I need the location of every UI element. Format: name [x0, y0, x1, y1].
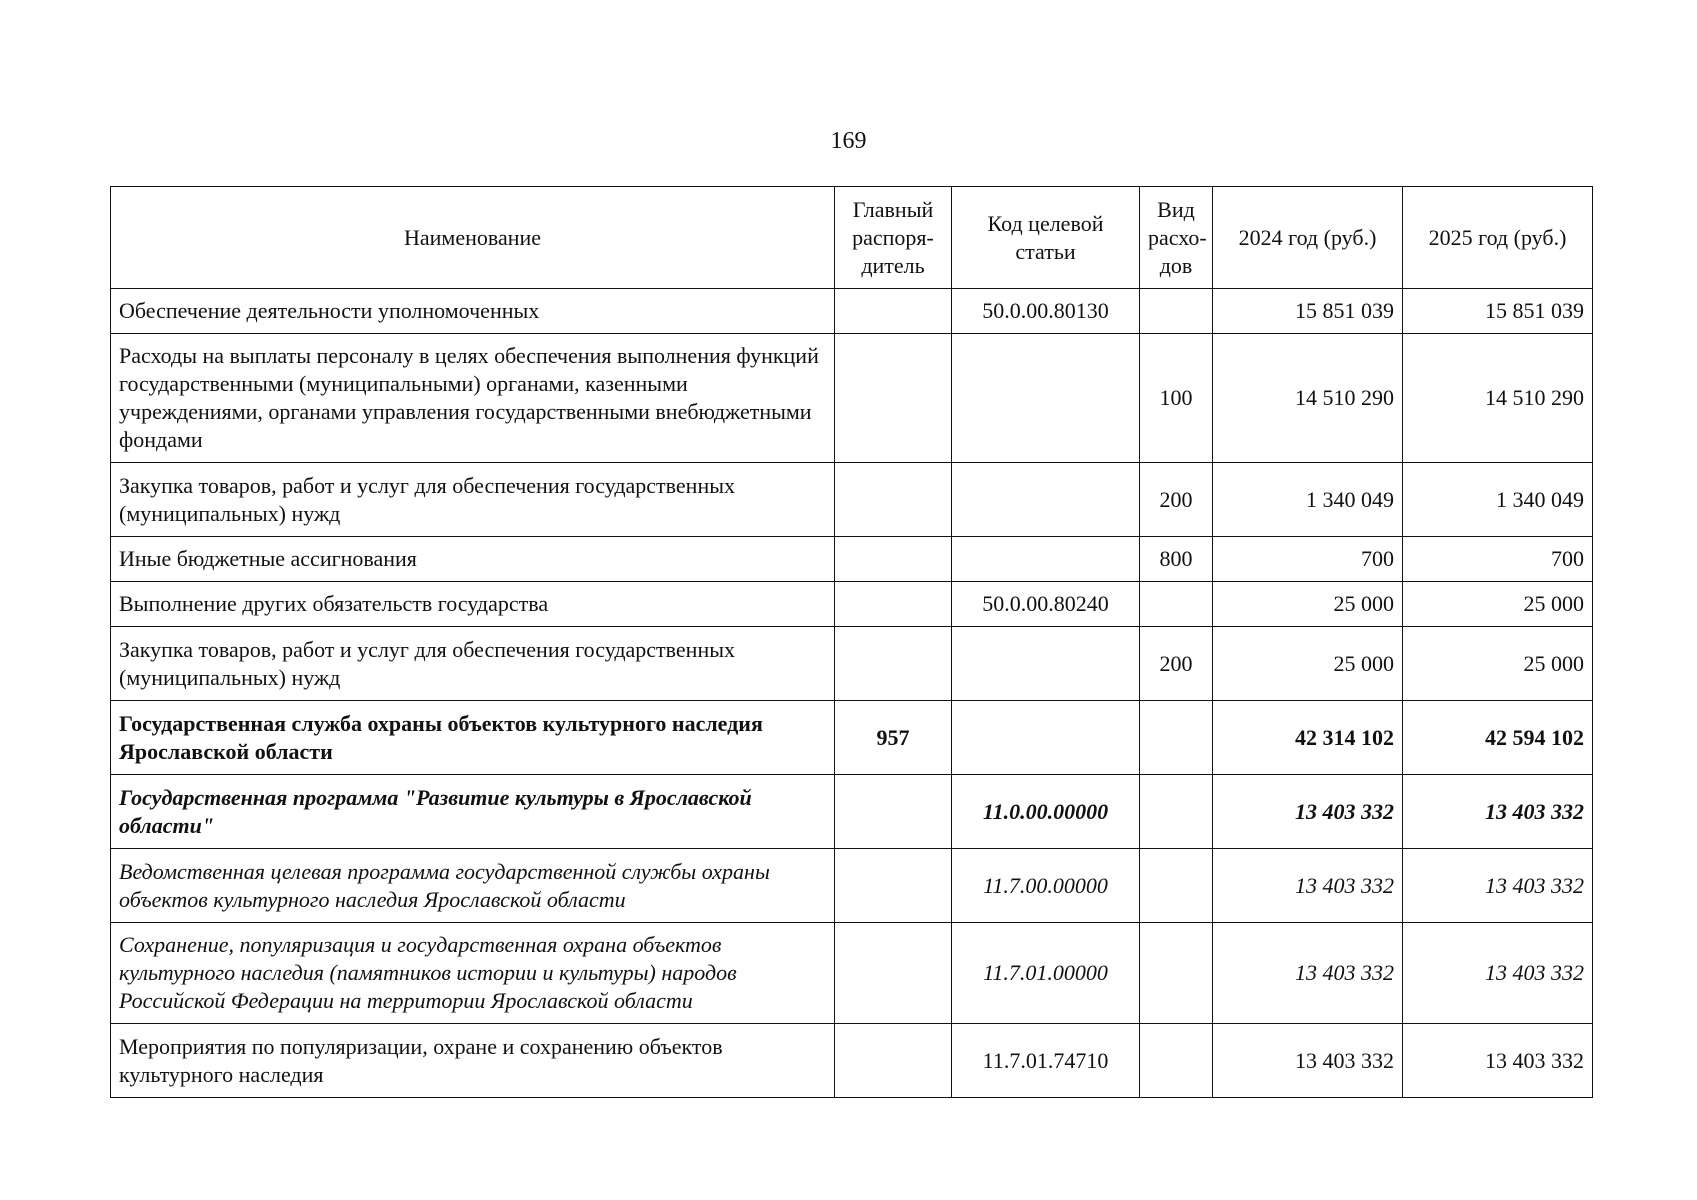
row-amount-2024: 1 340 049 — [1213, 463, 1403, 537]
row-target-code — [952, 463, 1140, 537]
row-main-manager: 957 — [835, 701, 952, 775]
row-target-code: 50.0.00.80130 — [952, 289, 1140, 334]
row-name: Сохранение, популяризация и государственная охрана объектов культурного наследия (памятников истории и культуры) народов Российской Федерации на территории Ярославской области — [111, 923, 835, 1024]
table-row — [111, 627, 1593, 701]
row-main-manager — [835, 463, 952, 537]
row-expense-type — [1140, 582, 1213, 627]
row-name: Расходы на выплаты персоналу в целях обеспечения выполнения функций государственными (муниципальными) органами, казенными учреждениями, органами управления государственными внебюджетными фондами — [111, 334, 835, 463]
budget-table — [110, 186, 1593, 1098]
row-amount-2024: 700 — [1213, 537, 1403, 582]
row-amount-2025: 25 000 — [1403, 582, 1593, 627]
row-target-code — [952, 701, 1140, 775]
table-row — [111, 849, 1593, 923]
row-amount-2025: 14 510 290 — [1403, 334, 1593, 463]
row-main-manager — [835, 849, 952, 923]
row-name: Закупка товаров, работ и услуг для обеспечения государственных (муниципальных) нужд — [111, 463, 835, 537]
row-name: Закупка товаров, работ и услуг для обеспечения государственных (муниципальных) нужд — [111, 627, 835, 701]
row-expense-type: 200 — [1140, 627, 1213, 701]
row-amount-2024: 14 510 290 — [1213, 334, 1403, 463]
header-main-manager: Главный распоря-дитель — [835, 187, 952, 289]
row-amount-2025: 13 403 332 — [1403, 923, 1593, 1024]
row-amount-2025: 13 403 332 — [1403, 1024, 1593, 1098]
row-amount-2024: 42 314 102 — [1213, 701, 1403, 775]
row-amount-2025: 13 403 332 — [1403, 775, 1593, 849]
row-expense-type — [1140, 775, 1213, 849]
row-target-code: 11.7.01.74710 — [952, 1024, 1140, 1098]
row-amount-2025: 700 — [1403, 537, 1593, 582]
header-2025: 2025 год (руб.) — [1403, 187, 1593, 289]
table-header-row — [111, 187, 1593, 289]
table-row — [111, 775, 1593, 849]
row-expense-type — [1140, 289, 1213, 334]
row-amount-2025: 25 000 — [1403, 627, 1593, 701]
row-target-code: 11.7.01.00000 — [952, 923, 1140, 1024]
row-expense-type — [1140, 923, 1213, 1024]
row-amount-2025: 13 403 332 — [1403, 849, 1593, 923]
row-expense-type: 100 — [1140, 334, 1213, 463]
row-target-code: 50.0.00.80240 — [952, 582, 1140, 627]
row-amount-2024: 25 000 — [1213, 582, 1403, 627]
header-target-code: Код целевой статьи — [952, 187, 1140, 289]
row-target-code — [952, 537, 1140, 582]
row-amount-2025: 42 594 102 — [1403, 701, 1593, 775]
row-amount-2025: 15 851 039 — [1403, 289, 1593, 334]
row-target-code — [952, 334, 1140, 463]
table-row — [111, 701, 1593, 775]
row-expense-type: 800 — [1140, 537, 1213, 582]
row-target-code: 11.0.00.00000 — [952, 775, 1140, 849]
row-name: Государственная служба охраны объектов культурного наследия Ярославской области — [111, 701, 835, 775]
row-expense-type — [1140, 849, 1213, 923]
row-name: Выполнение других обязательств государства — [111, 582, 835, 627]
table-row — [111, 537, 1593, 582]
row-amount-2024: 15 851 039 — [1213, 289, 1403, 334]
row-name: Государственная программа "Развитие культуры в Ярославской области" — [111, 775, 835, 849]
row-expense-type — [1140, 1024, 1213, 1098]
row-name: Мероприятия по популяризации, охране и сохранению объектов культурного наследия — [111, 1024, 835, 1098]
row-target-code — [952, 627, 1140, 701]
row-main-manager — [835, 289, 952, 334]
row-expense-type: 200 — [1140, 463, 1213, 537]
row-name: Обеспечение деятельности уполномоченных — [111, 289, 835, 334]
row-amount-2024: 13 403 332 — [1213, 849, 1403, 923]
row-amount-2025: 1 340 049 — [1403, 463, 1593, 537]
row-main-manager — [835, 1024, 952, 1098]
table-row — [111, 1024, 1593, 1098]
header-2024: 2024 год (руб.) — [1213, 187, 1403, 289]
page-number: 169 — [830, 128, 867, 154]
row-amount-2024: 25 000 — [1213, 627, 1403, 701]
row-amount-2024: 13 403 332 — [1213, 775, 1403, 849]
table-row — [111, 923, 1593, 1024]
header-name: Наименование — [111, 187, 835, 289]
table-row — [111, 582, 1593, 627]
row-amount-2024: 13 403 332 — [1213, 923, 1403, 1024]
table-row — [111, 334, 1593, 463]
row-name: Ведомственная целевая программа государственной службы охраны объектов культурного наследия Ярославской области — [111, 849, 835, 923]
row-main-manager — [835, 923, 952, 1024]
row-main-manager — [835, 627, 952, 701]
table-row — [111, 289, 1593, 334]
row-name: Иные бюджетные ассигнования — [111, 537, 835, 582]
row-main-manager — [835, 775, 952, 849]
row-main-manager — [835, 582, 952, 627]
row-target-code: 11.7.00.00000 — [952, 849, 1140, 923]
row-expense-type — [1140, 701, 1213, 775]
table-row — [111, 463, 1593, 537]
row-main-manager — [835, 537, 952, 582]
row-main-manager — [835, 334, 952, 463]
row-amount-2024: 13 403 332 — [1213, 1024, 1403, 1098]
header-expense-type: Вид расхо-дов — [1140, 187, 1213, 289]
